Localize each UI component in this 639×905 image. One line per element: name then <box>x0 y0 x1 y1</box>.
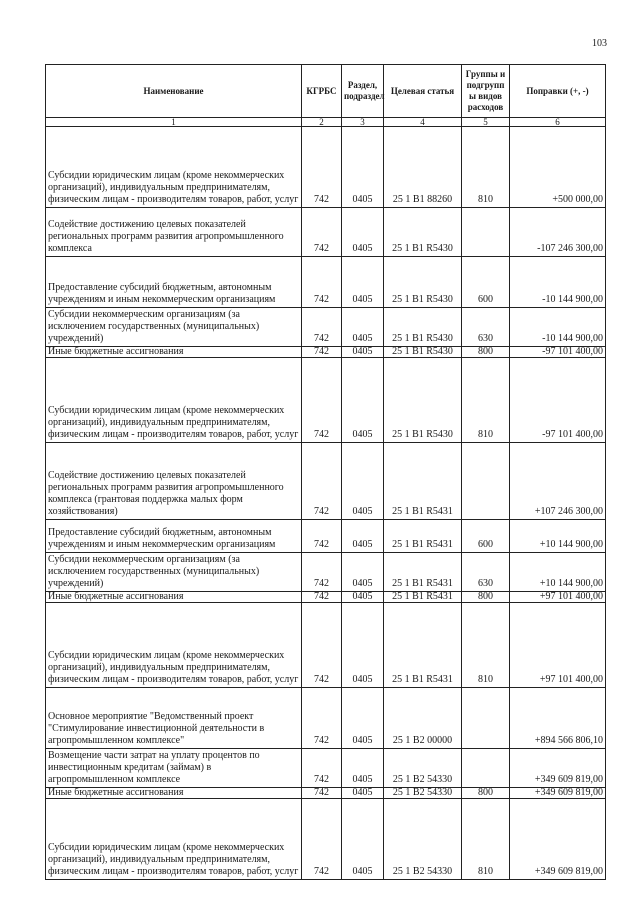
cell-target: 25 1 B1 R5431 <box>384 603 462 688</box>
cell-group: 810 <box>462 127 510 208</box>
cell-kgrbs: 742 <box>302 799 342 880</box>
column-header-group: Группы и подгрупп ы видов расходов <box>462 65 510 118</box>
cell-name: Субсидии юридическим лицам (кроме некоммерческих организаций), индивидуальным предпринимателям, физическим лицам - производителям товаров, работ, услуг <box>46 127 302 208</box>
cell-name: Предоставление субсидий бюджетным, автономным учреждениям и иным некоммерческим организациям <box>46 520 302 553</box>
cell-group <box>462 208 510 257</box>
cell-group: 600 <box>462 257 510 308</box>
cell-target: 25 1 B1 R5430 <box>384 308 462 347</box>
cell-target: 25 1 B2 00000 <box>384 688 462 749</box>
column-header-section: Раздел, подраздел <box>342 65 384 118</box>
cell-section: 0405 <box>342 553 384 592</box>
cell-target: 25 1 B2 54330 <box>384 749 462 788</box>
table-row <box>46 358 606 443</box>
cell-section: 0405 <box>342 308 384 347</box>
cell-section: 0405 <box>342 127 384 208</box>
cell-target: 25 1 B1 88260 <box>384 127 462 208</box>
cell-target: 25 1 B1 R5431 <box>384 520 462 553</box>
cell-amount: +349 609 819,00 <box>510 799 606 880</box>
cell-group: 810 <box>462 603 510 688</box>
cell-kgrbs: 742 <box>302 749 342 788</box>
cell-target: 25 1 B2 54330 <box>384 788 462 799</box>
header-row <box>46 65 606 118</box>
cell-amount: +349 609 819,00 <box>510 788 606 799</box>
cell-amount: -107 246 300,00 <box>510 208 606 257</box>
table-row <box>46 688 606 749</box>
cell-name: Основное мероприятие "Ведомственный проект "Стимулирование инвестиционной деятельности в агропромышленном комплексе" <box>46 688 302 749</box>
cell-name: Субсидии юридическим лицам (кроме некоммерческих организаций), индивидуальным предпринимателям, физическим лицам - производителям товаров, работ, услуг <box>46 358 302 443</box>
cell-target: 25 1 B1 R5430 <box>384 358 462 443</box>
cell-target: 25 1 B1 R5430 <box>384 208 462 257</box>
cell-kgrbs: 742 <box>302 788 342 799</box>
table-row <box>46 592 606 603</box>
column-header-target: Целевая статья <box>384 65 462 118</box>
cell-name: Возмещение части затрат на уплату процентов по инвестиционным кредитам (займам) в агропромышленном комплексе <box>46 749 302 788</box>
column-number: 4 <box>384 118 462 127</box>
table-row <box>46 553 606 592</box>
table-row <box>46 127 606 208</box>
budget-amendments-table <box>45 64 606 880</box>
cell-section: 0405 <box>342 603 384 688</box>
table-row <box>46 208 606 257</box>
cell-name: Иные бюджетные ассигнования <box>46 592 302 603</box>
cell-amount: +10 144 900,00 <box>510 553 606 592</box>
cell-amount: +97 101 400,00 <box>510 592 606 603</box>
column-header-name: Наименование <box>46 65 302 118</box>
cell-group: 800 <box>462 788 510 799</box>
cell-group: 630 <box>462 308 510 347</box>
cell-section: 0405 <box>342 257 384 308</box>
cell-amount: +500 000,00 <box>510 127 606 208</box>
cell-name: Субсидии юридическим лицам (кроме некоммерческих организаций), индивидуальным предпринимателям, физическим лицам - производителям товаров, работ, услуг <box>46 799 302 880</box>
cell-group <box>462 749 510 788</box>
cell-section: 0405 <box>342 347 384 358</box>
cell-amount: +107 246 300,00 <box>510 443 606 520</box>
cell-kgrbs: 742 <box>302 208 342 257</box>
table-row <box>46 520 606 553</box>
table-row <box>46 788 606 799</box>
cell-amount: +349 609 819,00 <box>510 749 606 788</box>
cell-amount: -10 144 900,00 <box>510 308 606 347</box>
cell-name: Содействие достижению целевых показателей региональных программ развития агропромышленного комплекса (грантовая поддержка малых форм хозяйствования) <box>46 443 302 520</box>
cell-name: Иные бюджетные ассигнования <box>46 347 302 358</box>
cell-group: 810 <box>462 358 510 443</box>
column-number: 6 <box>510 118 606 127</box>
cell-name: Субсидии некоммерческим организациям (за исключением государственных (муниципальных) учреждений) <box>46 308 302 347</box>
cell-target: 25 1 B1 R5431 <box>384 553 462 592</box>
cell-target: 25 1 B2 54330 <box>384 799 462 880</box>
cell-name: Субсидии юридическим лицам (кроме некоммерческих организаций), индивидуальным предпринимателям, физическим лицам - производителям товаров, работ, услуг <box>46 603 302 688</box>
cell-group: 810 <box>462 799 510 880</box>
column-number: 5 <box>462 118 510 127</box>
table-row <box>46 257 606 308</box>
cell-kgrbs: 742 <box>302 308 342 347</box>
cell-group: 800 <box>462 347 510 358</box>
column-header-kgrbs: КГРБС <box>302 65 342 118</box>
cell-amount: -10 144 900,00 <box>510 257 606 308</box>
cell-group: 630 <box>462 553 510 592</box>
table-row <box>46 308 606 347</box>
page-number: 103 <box>592 38 607 49</box>
cell-name: Предоставление субсидий бюджетным, автономным учреждениям и иным некоммерческим организациям <box>46 257 302 308</box>
cell-name: Иные бюджетные ассигнования <box>46 788 302 799</box>
cell-group <box>462 688 510 749</box>
cell-section: 0405 <box>342 520 384 553</box>
cell-kgrbs: 742 <box>302 257 342 308</box>
cell-kgrbs: 742 <box>302 520 342 553</box>
cell-section: 0405 <box>342 788 384 799</box>
column-number: 2 <box>302 118 342 127</box>
cell-kgrbs: 742 <box>302 688 342 749</box>
column-number-row <box>46 118 606 127</box>
cell-target: 25 1 B1 R5431 <box>384 592 462 603</box>
table-row <box>46 603 606 688</box>
cell-amount: -97 101 400,00 <box>510 358 606 443</box>
cell-target: 25 1 B1 R5430 <box>384 347 462 358</box>
cell-kgrbs: 742 <box>302 603 342 688</box>
table-row <box>46 443 606 520</box>
cell-group <box>462 443 510 520</box>
cell-kgrbs: 742 <box>302 592 342 603</box>
cell-kgrbs: 742 <box>302 443 342 520</box>
cell-amount: +894 566 806,10 <box>510 688 606 749</box>
cell-amount: +97 101 400,00 <box>510 603 606 688</box>
cell-amount: -97 101 400,00 <box>510 347 606 358</box>
cell-section: 0405 <box>342 749 384 788</box>
column-number: 3 <box>342 118 384 127</box>
cell-kgrbs: 742 <box>302 358 342 443</box>
cell-amount: +10 144 900,00 <box>510 520 606 553</box>
cell-kgrbs: 742 <box>302 127 342 208</box>
cell-name: Субсидии некоммерческим организациям (за исключением государственных (муниципальных) учреждений) <box>46 553 302 592</box>
cell-target: 25 1 B1 R5431 <box>384 443 462 520</box>
table-row <box>46 347 606 358</box>
cell-name: Содействие достижению целевых показателей региональных программ развития агропромышленного комплекса <box>46 208 302 257</box>
cell-group: 600 <box>462 520 510 553</box>
cell-section: 0405 <box>342 799 384 880</box>
column-number: 1 <box>46 118 302 127</box>
column-header-amount: Поправки (+, -) <box>510 65 606 118</box>
cell-section: 0405 <box>342 358 384 443</box>
cell-section: 0405 <box>342 208 384 257</box>
cell-kgrbs: 742 <box>302 347 342 358</box>
table-row <box>46 749 606 788</box>
cell-kgrbs: 742 <box>302 553 342 592</box>
table-row <box>46 799 606 880</box>
cell-section: 0405 <box>342 443 384 520</box>
cell-section: 0405 <box>342 592 384 603</box>
cell-group: 800 <box>462 592 510 603</box>
cell-section: 0405 <box>342 688 384 749</box>
cell-target: 25 1 B1 R5430 <box>384 257 462 308</box>
